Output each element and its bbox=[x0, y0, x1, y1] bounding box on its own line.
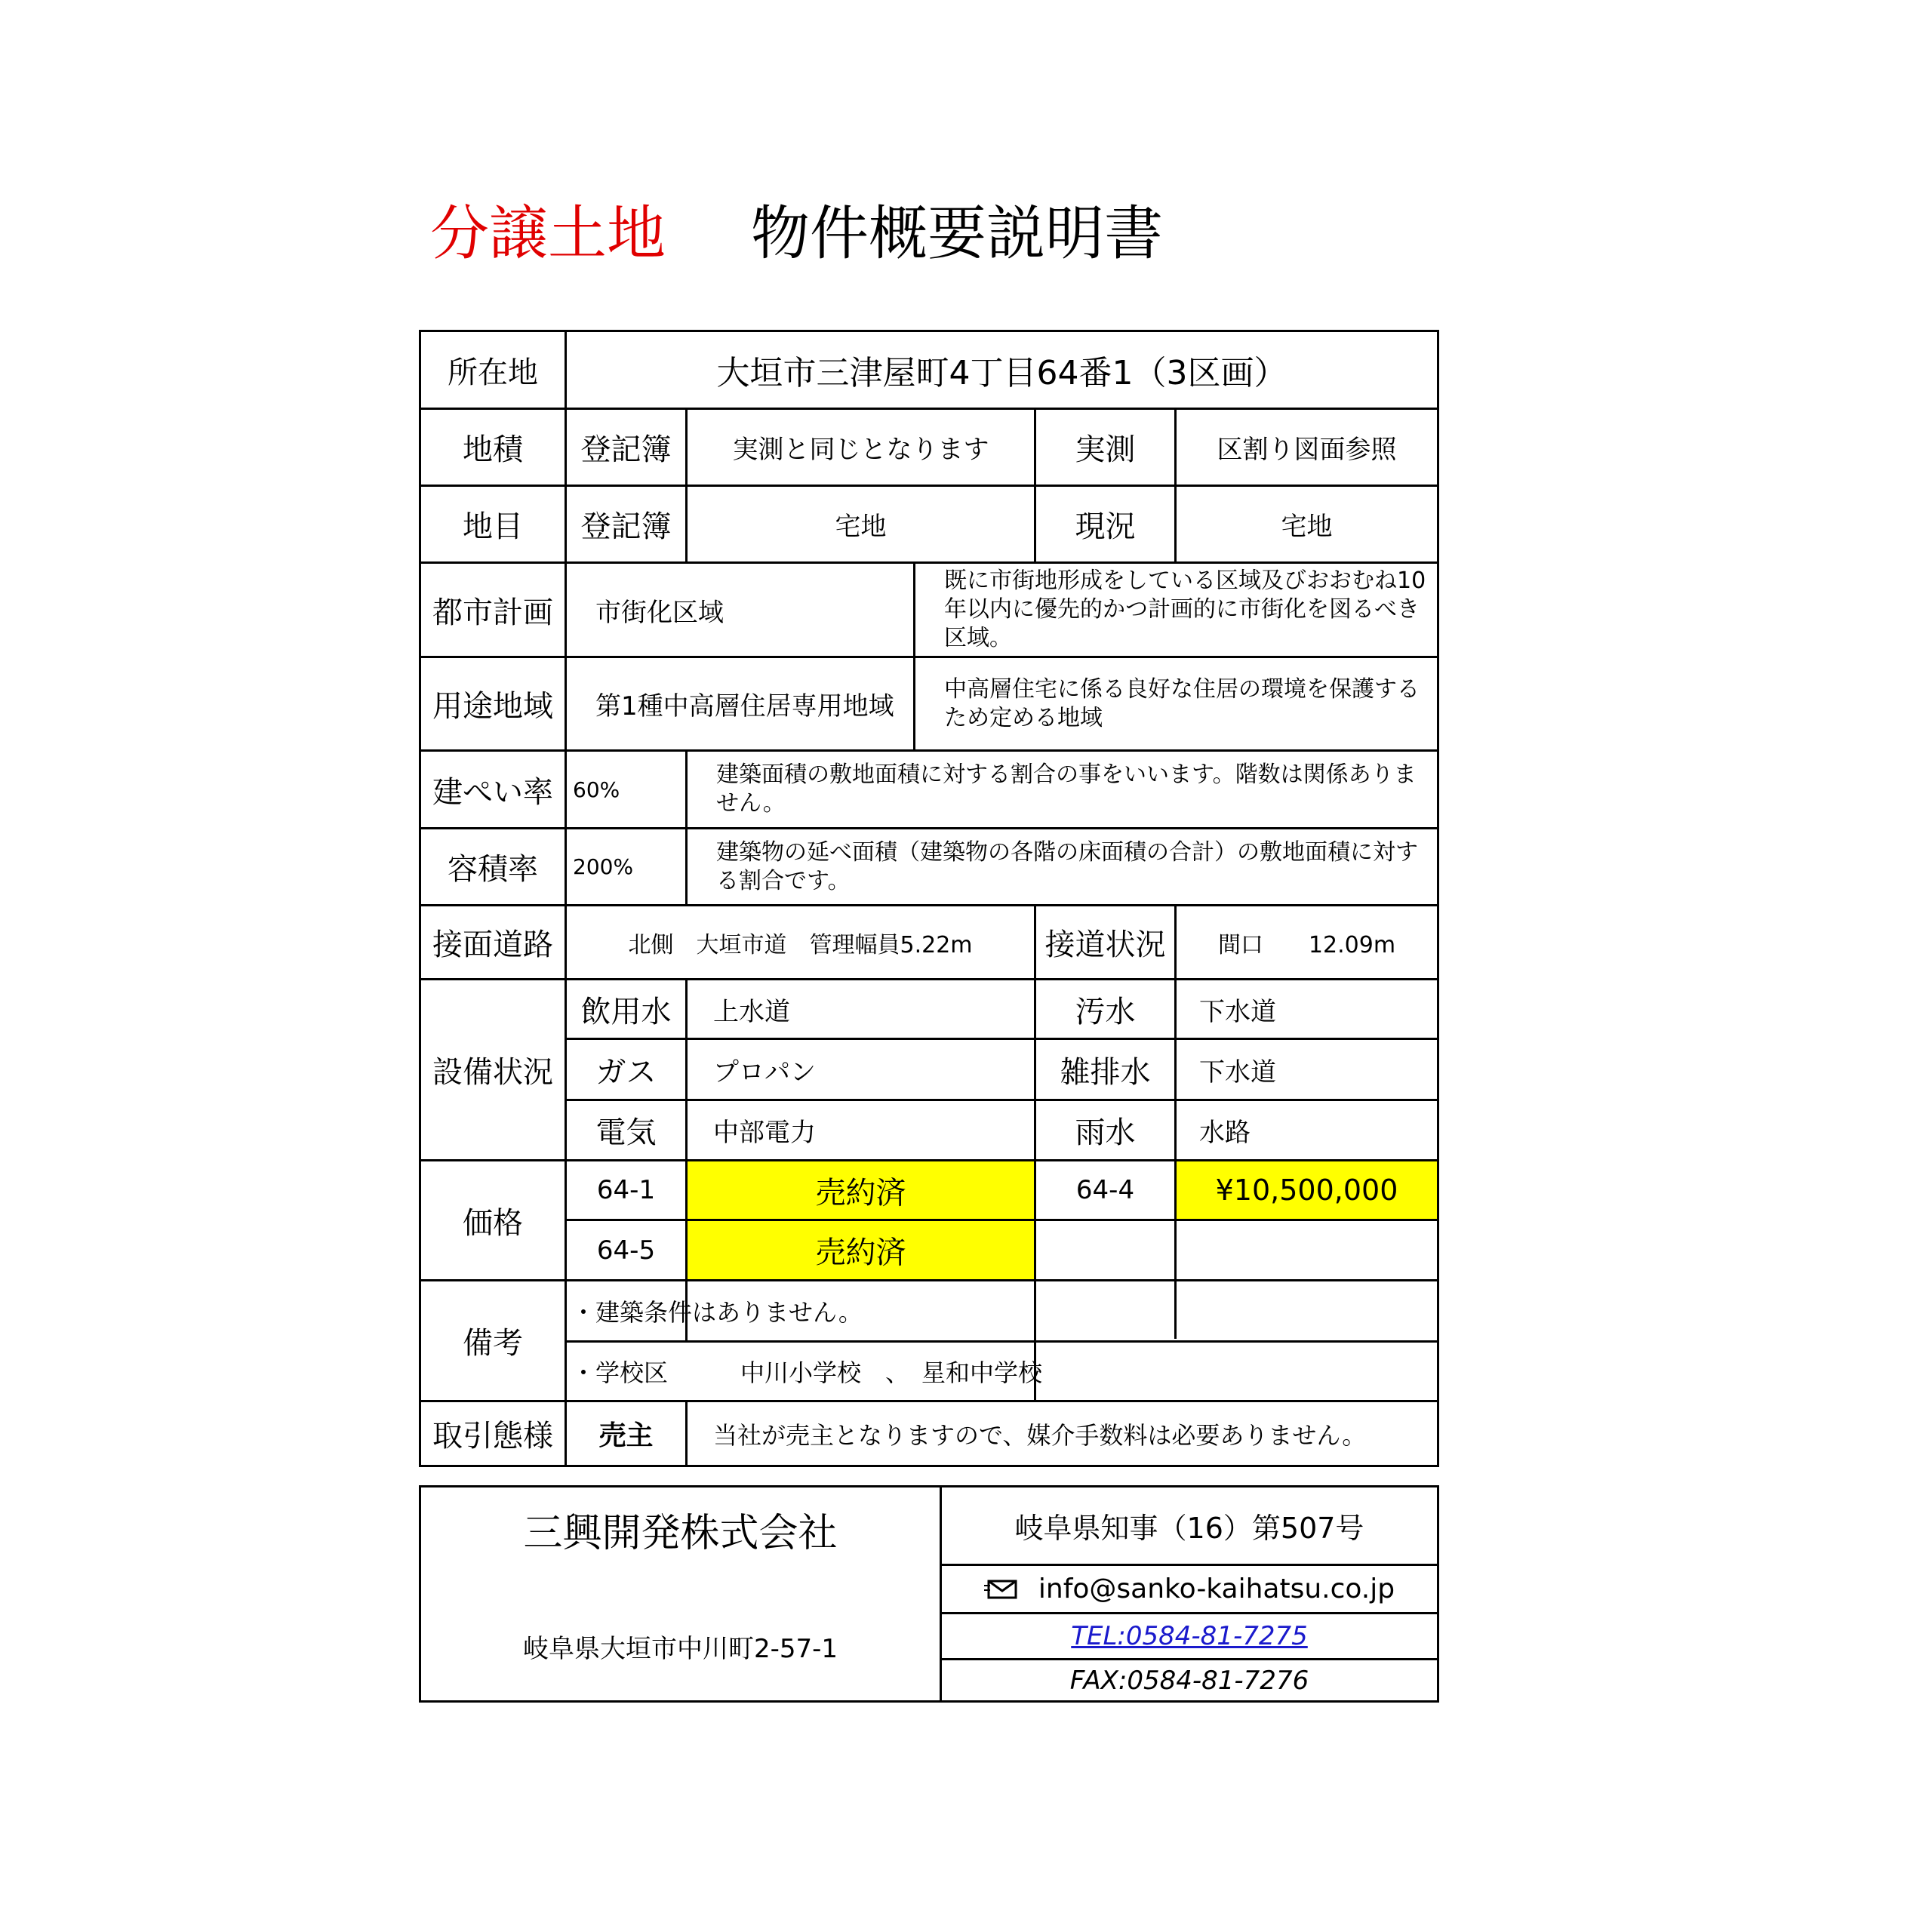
document-title bbox=[0, 192, 1932, 275]
tel-link[interactable]: TEL:0584-81-7275 bbox=[1071, 1621, 1308, 1651]
email-row bbox=[942, 1566, 1437, 1612]
rain-label: 雨水 bbox=[1075, 1115, 1136, 1150]
property-table bbox=[419, 330, 1439, 1467]
price-label: 価格 bbox=[463, 1205, 523, 1241]
transaction-note: 当社が売主となりますので、媒介手数料は必要ありません。 bbox=[713, 1420, 1367, 1450]
coverage-value: 60% bbox=[573, 777, 620, 802]
road-access-label: 接道状況 bbox=[1044, 928, 1166, 962]
company-name: 三興開発株式会社 bbox=[523, 1510, 838, 1556]
road-label: 接面道路 bbox=[432, 928, 553, 962]
company-address: 岐阜県大垣市中川町2-57-1 bbox=[522, 1633, 838, 1664]
area-label: 地積 bbox=[463, 432, 523, 467]
transaction-type: 売主 bbox=[598, 1420, 654, 1451]
zoning-description: 中高層住宅に係る良好な住居の環境を保護するため定める地域 bbox=[944, 675, 1420, 731]
drain-value: 下水道 bbox=[1199, 1057, 1276, 1088]
land-registry-value: 宅地 bbox=[835, 512, 887, 542]
remarks-line-2: ・学校区 中川小学校 、 星和中学校 bbox=[571, 1358, 1043, 1387]
title-black: 物件概要説明書 bbox=[751, 200, 1164, 268]
fax-number: FAX:0584-81-7276 bbox=[1069, 1665, 1309, 1696]
lot-64-5-label: 64-5 bbox=[596, 1235, 656, 1266]
zoning-label: 用途地域 bbox=[432, 689, 553, 724]
gas-value: プロパン bbox=[713, 1057, 816, 1088]
land-current-value: 宅地 bbox=[1281, 512, 1333, 542]
title-red: 分譲土地 bbox=[430, 200, 666, 268]
floor-ratio-description: 建築物の延べ面積（建築物の各階の床面積の合計）の敷地面積に対する割合です。 bbox=[716, 838, 1418, 894]
city-planning-description: 既に市街地形成をしている区域及びおおむね10年以内に優先的かつ計画的に市街化を図るべき区域。 bbox=[944, 568, 1426, 651]
city-planning-label: 都市計画 bbox=[432, 595, 553, 630]
facilities-label: 設備状況 bbox=[432, 1055, 553, 1090]
area-actual-label: 実測 bbox=[1075, 432, 1136, 467]
elec-label: 電気 bbox=[595, 1115, 657, 1150]
lot-64-4-price: ¥10,500,000 bbox=[1177, 1161, 1437, 1219]
lot-64-5-price: 売約済 bbox=[688, 1221, 1034, 1279]
sewage-label: 汚水 bbox=[1075, 994, 1136, 1029]
envelope-icon bbox=[984, 1577, 1019, 1607]
email-address[interactable]: info@sanko-kaihatsu.co.jp bbox=[1038, 1574, 1395, 1604]
elec-value: 中部電力 bbox=[713, 1118, 816, 1148]
land-category-label: 地目 bbox=[463, 509, 523, 544]
area-registry-label: 登記簿 bbox=[580, 432, 672, 467]
lot-64-1-price: 売約済 bbox=[688, 1161, 1034, 1219]
gas-label: ガス bbox=[595, 1054, 657, 1090]
road-access-value: 間口 12.09m bbox=[1217, 931, 1396, 958]
land-registry-label: 登記簿 bbox=[580, 509, 672, 544]
area-registry-value: 実測と同じとなります bbox=[732, 435, 989, 465]
city-planning-value: 市街化区域 bbox=[595, 597, 724, 628]
company-box bbox=[419, 1485, 1439, 1703]
area-actual-value: 区割り図面参照 bbox=[1217, 435, 1397, 465]
remarks-label: 備考 bbox=[463, 1326, 523, 1361]
floor-ratio-value: 200% bbox=[573, 854, 634, 879]
coverage-description: 建築面積の敷地面積に対する割合の事をいいます。階数は関係ありません。 bbox=[716, 761, 1417, 817]
location-label: 所在地 bbox=[448, 355, 538, 390]
floor-ratio-label: 容積率 bbox=[448, 852, 538, 887]
road-value: 北側 大垣市道 管理幅員5.22m bbox=[628, 931, 973, 958]
sewage-value: 下水道 bbox=[1199, 996, 1276, 1027]
water-label: 飲用水 bbox=[580, 994, 672, 1029]
lot-64-1-label: 64-1 bbox=[596, 1175, 656, 1205]
lot-64-4-label: 64-4 bbox=[1075, 1175, 1135, 1205]
land-current-label: 現況 bbox=[1075, 509, 1136, 544]
coverage-label: 建ぺい率 bbox=[432, 774, 553, 810]
location-value: 大垣市三津屋町4丁目64番1（3区画） bbox=[716, 354, 1287, 392]
rain-value: 水路 bbox=[1199, 1118, 1251, 1148]
zoning-value: 第1種中高層住居専用地域 bbox=[595, 691, 894, 721]
drain-label: 雑排水 bbox=[1060, 1054, 1151, 1090]
remarks-line-1: ・建築条件はありません。 bbox=[571, 1298, 863, 1327]
transaction-label: 取引態様 bbox=[432, 1419, 553, 1454]
license-number: 岐阜県知事（16）第507号 bbox=[1014, 1512, 1364, 1545]
water-value: 上水道 bbox=[713, 996, 790, 1027]
